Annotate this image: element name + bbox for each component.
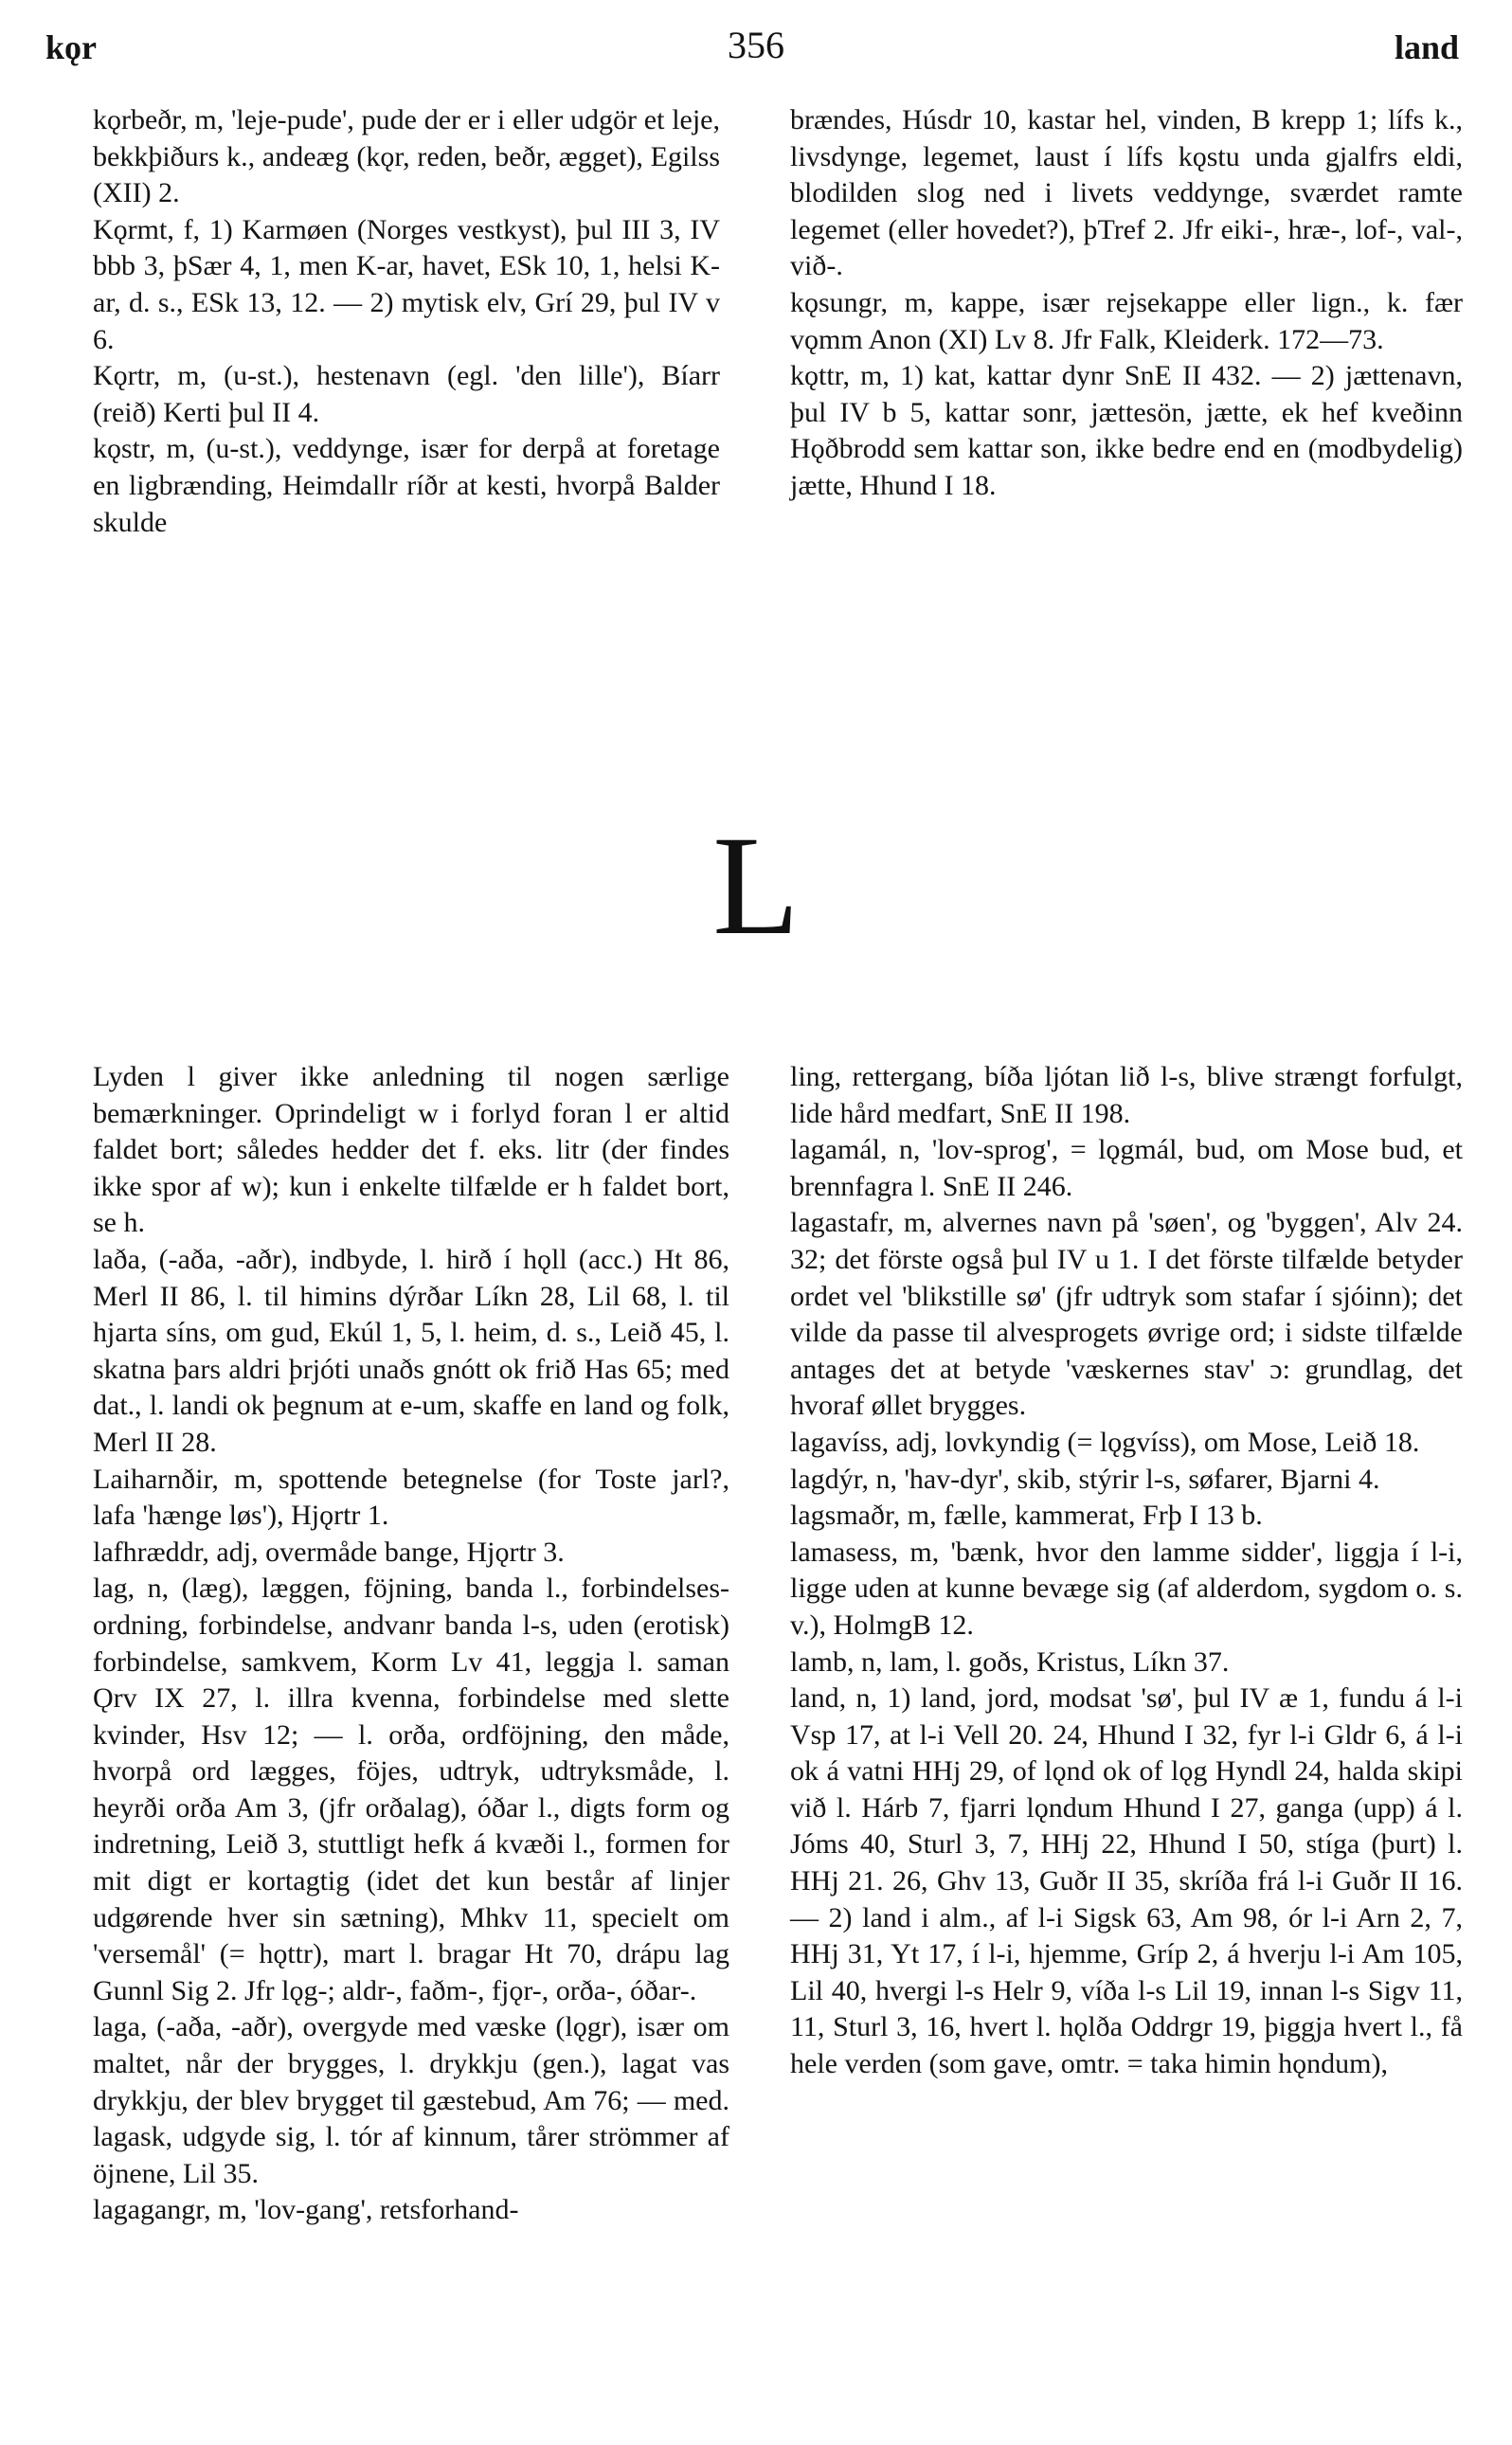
dictionary-entry: kǫrbeðr, m, 'leje-pude', pude der er i eller udgör et leje, bekkþiðurs k., andeæg (kǫr, reden, beðr, ægget), Egilss (XII) 2.	[93, 104, 720, 209]
dictionary-entry: brændes, Húsdr 10, kastar hel, vinden, B krepp 1; lífs k., livsdynge, legemet, laust í lífs kǫstu unda gjalfrs eldi, blodilden slog ned i livets veddynge, sværdet ramte legemet (eller hovedet?), þTref 2. Jfr eiki-, hræ-, lof-, val-, við-.	[790, 104, 1463, 282]
dictionary-entry: lamasess, m, 'bænk, hvor den lamme sidder', liggja í l-i, ligge uden at kunne bevæge sig (af alderdom, sygdom o. s. v.), HolmgB 12.	[790, 1536, 1463, 1641]
running-head-left: kǫr	[45, 28, 97, 66]
dictionary-entry: Kǫrtr, m, (u-st.), hestenavn (egl. 'den lille'), Bíarr (reið) Kerti þul II 4.	[93, 360, 720, 428]
dictionary-entry: Laiharnðir, m, spottende betegnelse (for Toste jarl?, lafa 'hænge løs'), Hjǫrtr 1.	[93, 1463, 729, 1532]
column-bottom-left	[93, 1059, 729, 2229]
dictionary-entry: land, n, 1) land, jord, modsat 'sø', þul IV æ 1, fundu á l-i Vsp 17, at l-i Vell 20. 24, Hhund I 32, fyr l-i Gldr 6, á l-i ok á vatni HHj 29, of lǫnd ok of lǫg Hyndl 24, halda skipi við l. Hárb 7, fjarri lǫndum Hhund I 27, ganga (upp) á l. Jóms 40, Sturl 3, 7, HHj 22, Hhund I 50, stíga (þurt) l. HHj 21. 26, Ghv 13, Guðr II 35, skríða frá l-i Guðr II 16. — 2) land i alm., af l-i Sigsk 63, Am 98, ór l-i Arn 2, 7, HHj 31, Yt 17, í l-i, hjemme, Gríp 2, á hverju l-i Am 105, Lil 40, hvergi l-s Helr 9, víða l-s Lil 19, innan l-s Sigv 11, 11, Sturl 3, 16, hvert l. hǫlða Oddrgr 19, þiggja hvert l., få hele verden (som gave, omtr. = taka himin hǫndum),	[790, 1682, 1463, 2080]
column-bottom-right	[790, 1059, 1463, 2083]
dictionary-entry: lagavíss, adj, lovkyndig (= lǫgvíss), om Mose, Leið 18.	[790, 1426, 1420, 1458]
dictionary-entry: lamb, n, lam, l. goðs, Kristus, Líkn 37.	[790, 1645, 1230, 1678]
dictionary-entry: lafhræddr, adj, overmåde bange, Hjǫrtr 3.	[93, 1536, 565, 1568]
dictionary-entry: lagsmaðr, m, fælle, kammerat, Frþ I 13 b.	[790, 1500, 1263, 1532]
column-top-right	[790, 102, 1463, 505]
dictionary-entry: lagastafr, m, alvernes navn på 'søen', og 'byggen', Alv 24. 32; det förste også þul IV u 1. I det förste tilfælde betyder ordet vel 'blikstille sø' (jfr udtryk som stafar í sjóinn); det vilde da passe til alvesprogets øvrige ord; i sidste tilfælde antages det at betyde 'væskernes stav' ɔ: grundlag, det hvoraf øllet brygges.	[790, 1207, 1463, 1422]
dictionary-entry: ling, rettergang, bíða ljótan lið l-s, blive strængt forfulgt, lide hård medfart, SnE II 198.	[790, 1061, 1463, 1129]
dictionary-entry: kǫsungr, m, kappe, især rejsekappe eller lign., k. fær vǫmm Anon (XI) Lv 8. Jfr Falk, Kleiderk. 172—73.	[790, 286, 1463, 355]
dictionary-entry: laga, (-aða, -aðr), overgyde med væske (lǫgr), især om maltet, når der brygges, l. drykkju (gen.), lagat vas drykkju, der blev brygget til gæstebud, Am 76; — med. lagask, udgyde sig, l. tór af kinnum, tårer strömmer af öjnene, Lil 35.	[93, 2011, 729, 2189]
dictionary-entry: lagamál, n, 'lov-sprog', = lǫgmál, bud, om Mose bud, et brennfagra l. SnE II 246.	[790, 1134, 1463, 1202]
dictionary-entry: laða, (-aða, -aðr), indbyde, l. hirð í hǫll (acc.) Ht 86, Merl II 86, l. til himins dýrðar Líkn 28, Lil 68, l. til hjarta síns, om gud, Ekúl 1, 5, l. heim, d. s., Leið 45, l. skatna þars aldri þrjóti unaðs gnótt ok frið Has 65; med dat., l. landi ok þegnum at e-um, skaffe en land og folk, Merl II 28.	[93, 1243, 729, 1458]
dictionary-entry: lag, n, (læg), læggen, föjning, banda l., forbindelses-ordning, forbindelse, andvanr banda l-s, uden (erotisk) forbindelse, samkvem, Korm Lv 41, leggja l. saman Ǫrv IX 27, l. illra kvenna, forbindelse med slette kvinder, Hsv 12; — l. orða, ordföjning, den måde, hvorpå ord lægges, föjes, udtryk, udtryksmåde, l. heyrði orða Am 3, (jfr orðalag), óðar l., digts form og indretning, Leið 3, stuttligt hefk á kvæði l., formen for mit digt er kortagtig (idet det kun består af linjer udgørende hver sin sætning), Mhkv 11, specielt om 'versemål' (= hǫttr), mart l. bragar Ht 70, drápu lag Gunnl Sig 2. Jfr lǫg-; aldr-, faðm-, fjǫr-, orða-, óðar-.	[93, 1573, 729, 2006]
page-number: 356	[728, 24, 784, 66]
dictionary-entry: kǫstr, m, (u-st.), veddynge, især for derpå at foretage en ligbrænding, Heimdallr ríðr at kesti, hvorpå Balder skulde	[93, 433, 720, 538]
running-head-right: land	[1394, 28, 1459, 66]
dictionary-entry: lagdýr, n, 'hav-dyr', skib, stýrir l-s, søfarer, Bjarni 4.	[790, 1463, 1380, 1495]
section-intro: Lyden l giver ikke anledning til nogen særlige bemærkninger. Oprindeligt w i forlyd foran l er altid faldet bort; således hedder det f. eks. litr (der findes ikke spor af w); kun i enkelte tilfælde er h faldet bort, se h.	[93, 1061, 729, 1239]
section-letter-heading: L	[712, 807, 800, 964]
dictionary-entry: kǫttr, m, 1) kat, kattar dynr SnE II 432. — 2) jættenavn, þul IV b 5, kattar sonr, jættesön, jætte, ek hef kveðinn Hǫðbrodd sem kattar son, ikke bedre end en (modbydelig) jætte, Hhund I 18.	[790, 360, 1463, 501]
column-top-left	[93, 102, 720, 541]
dictionary-entry: lagagangr, m, 'lov-gang', retsforhand-	[93, 2194, 519, 2226]
dictionary-entry: Kǫrmt, f, 1) Karmøen (Norges vestkyst), þul III 3, IV bbb 3, þSær 4, 1, men K-ar, havet, ESk 10, 1, helsi K-ar, d. s., ESk 13, 12. — 2) mytisk elv, Grí 29, þul IV v 6.	[93, 213, 720, 355]
